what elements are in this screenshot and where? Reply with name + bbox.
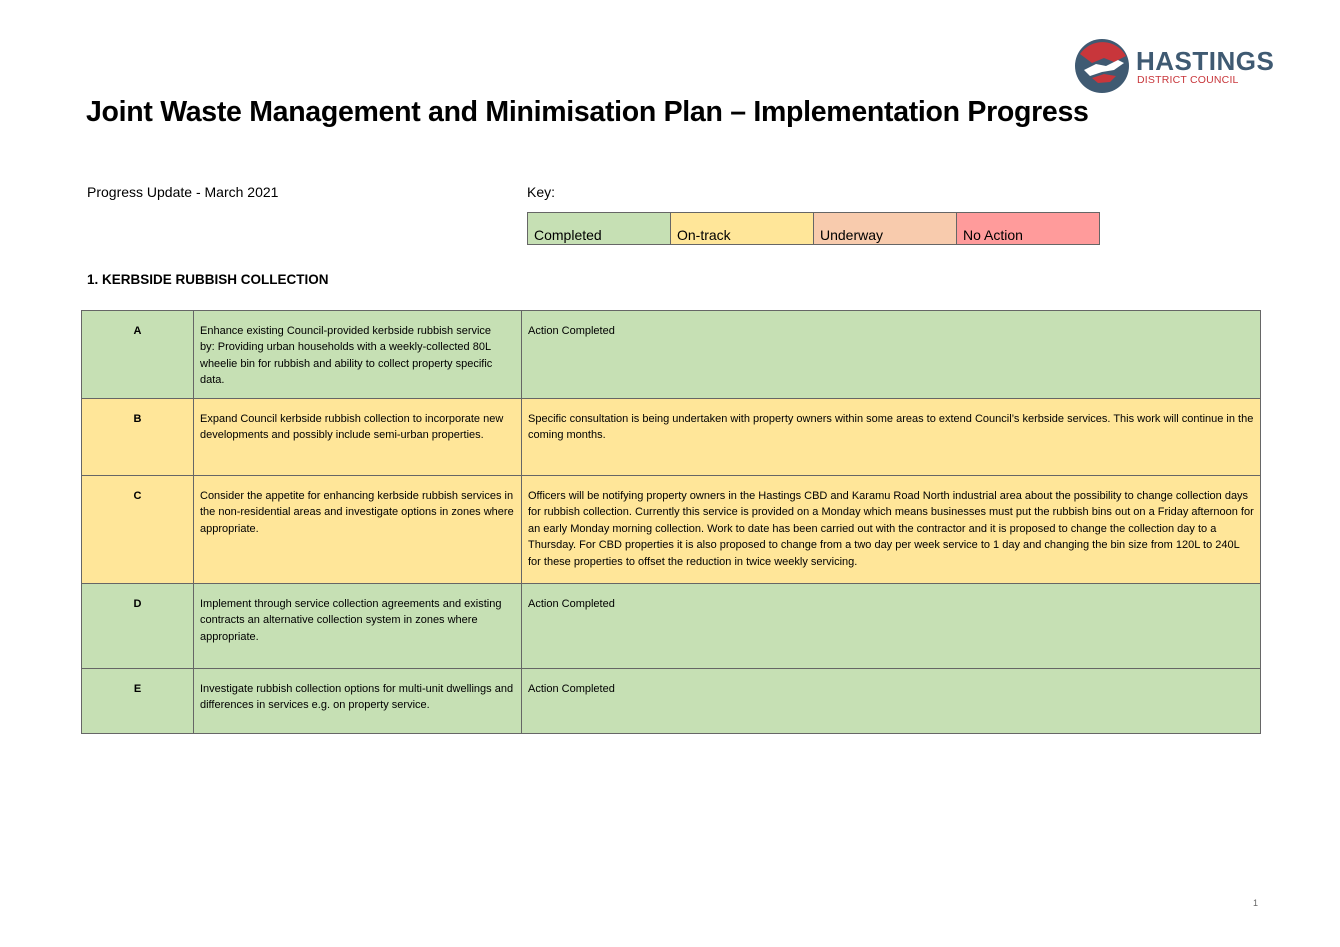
row-action: Investigate rubbish collection options for multi-unit dwellings and differences in services e.g. on property service. [194, 669, 522, 734]
logo-subtitle: DISTRICT COUNCIL [1137, 74, 1239, 86]
page-number: 1 [1253, 898, 1259, 908]
row-progress: Specific consultation is being undertaken with property owners within some areas to extend Council’s kerbside services. This work will continue in the coming months. [522, 399, 1261, 476]
row-progress: Action Completed [522, 584, 1261, 669]
row-action: Enhance existing Council-provided kerbside rubbish service by: Providing urban households with a weekly-collected 80L wheelie bin for rubbish and ability to collect property specific data. [194, 311, 522, 399]
logo-emblem-icon [1074, 36, 1132, 96]
hastings-logo [1074, 36, 1274, 98]
key-completed: Completed [528, 213, 671, 245]
row-id: A [82, 311, 194, 399]
table-row [82, 311, 1261, 399]
row-action: Consider the appetite for enhancing kerbside rubbish services in the non-residential areas and investigate options in zones where appropriate. [194, 476, 522, 584]
key-on-track: On-track [671, 213, 814, 245]
table-row [82, 476, 1261, 584]
page-title: Joint Waste Management and Minimisation Plan – Implementation Progress [86, 96, 1089, 128]
row-id: D [82, 584, 194, 669]
key-underway: Underway [814, 213, 957, 245]
logo-title: HASTINGS [1136, 46, 1275, 76]
row-id: B [82, 399, 194, 476]
table-row [82, 584, 1261, 669]
row-progress: Officers will be notifying property owners in the Hastings CBD and Karamu Road North industrial area about the possibility to change collection days for rubbish collection. Currently this service is provided on a Monday which means businesses must put the rubbish bins out on a Friday afternoon for an early Monday morning collection. Work to date has been carried out with the contractor and it is proposed to change the collection day to a Thursday. For CBD properties it is also proposed to change from a two day per week service to 1 day and changing the bin size from 120L to 240L for these properties to offset the reduction in twice weekly servicing. [522, 476, 1261, 584]
implementation-table [81, 310, 1261, 734]
row-id: C [82, 476, 194, 584]
table-row [82, 399, 1261, 476]
section-heading: 1. KERBSIDE RUBBISH COLLECTION [87, 272, 329, 287]
status-key-legend [527, 212, 1100, 245]
row-action: Expand Council kerbside rubbish collection to incorporate new developments and possibly include semi-urban properties. [194, 399, 522, 476]
key-label: Key: [527, 184, 556, 200]
row-action: Implement through service collection agreements and existing contracts an alternative collection system in zones where appropriate. [194, 584, 522, 669]
row-id: E [82, 669, 194, 734]
row-progress: Action Completed [522, 669, 1261, 734]
table-row [82, 669, 1261, 734]
key-no-action: No Action [957, 213, 1100, 245]
progress-update-label: Progress Update - March 2021 [87, 184, 279, 200]
row-progress: Action Completed [522, 311, 1261, 399]
